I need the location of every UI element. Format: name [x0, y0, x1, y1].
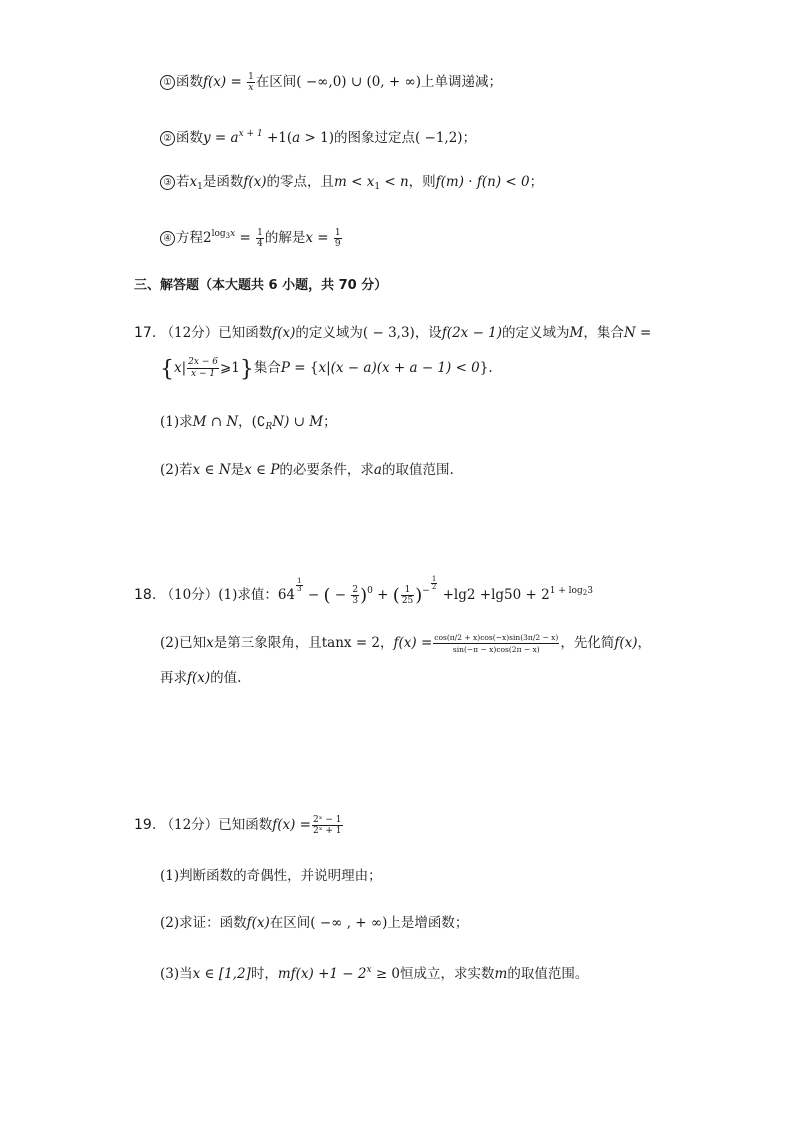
question-18-part-2-cont: 再求f(x)的值.	[160, 670, 242, 686]
fraction: $\frac{1}{x}$	[248, 72, 254, 93]
question-19-part-1: (1)判断函数的奇偶性，并说明理由；	[160, 868, 382, 884]
question-19-part-2: (2)求证：函数f(x)在区间( −∞ , + ∞)上是增函数；	[160, 915, 469, 931]
question-18-part-2: (2)已知x是第三象限角，且tanx = 2，f(x) = $\frac{\cos(\pi/2 + x)\cos(-x)\sin(3\pi/2 - x)}{\sin(-\pi - x)\cos(2\pi - x)}$ ，先化简f(x)，	[160, 633, 651, 654]
fraction: $\frac{1}{4}$	[257, 228, 263, 249]
section-heading: 三、解答题（本大题共 6 小题，共 70 分）	[134, 278, 388, 293]
fraction: $\frac{1}{9}$	[334, 228, 341, 249]
question-number: 19.	[134, 817, 157, 833]
question-17-line-1: 17. （12分）已知函数f(x)的定义域为( − 3,3)，设f(2x − 1)的定义域为M，集合N =	[134, 325, 652, 341]
fraction: $\frac{\cos(\pi/2 + x)\cos(-x)\sin(3\pi/2 - x)}{\sin(-\pi - x)\cos(2\pi - x)}$	[434, 633, 559, 654]
statement-4: ④ 方程$2^{log_3x}$ = $\frac{1}{4}$ 的解是x = $\frac{1}{9}$	[160, 224, 343, 249]
fraction: $\frac{\text{2ˣ − 1}}{\text{2ˣ + 1}}$	[313, 815, 342, 836]
question-19-part-3: (3)当x ∈ [1,2]时，$mf(x) +1 - 2^x \ge 0$恒成立，求实数m的取值范围。	[160, 965, 589, 982]
statement-3: ③ 若$x_1$是函数f(x)的零点，且$m < x_1 < n$，则f(m) · f(n) < 0；	[160, 172, 543, 197]
statement-1: ① 函数f(x) = $\frac{1}{x}$ 在区间( −∞,0) ∪ (0, + ∞)上单调递减；	[160, 72, 502, 93]
question-17-part-2: (2)若x ∈ N是x ∈ P的必要条件，求a的取值范围.	[160, 462, 454, 478]
question-19-line-1: 19. （12分）已知函数f(x) = $\frac{\text{2ˣ − 1}}{\text{2ˣ + 1}}$	[134, 815, 342, 836]
circled-number-3: ③	[160, 175, 175, 190]
circled-number-4: ④	[160, 231, 175, 246]
question-17-line-2: {x| $\frac{2x - 6}{x - 1}$ ⩾1}集合P = {x|(x − a)(x + a − 1) < 0}.	[160, 357, 493, 382]
circled-number-1: ①	[160, 75, 175, 90]
question-number: 18.	[134, 587, 157, 603]
question-18-line-1: 18. （10分）(1)求值：64 $\frac{1}{3}$ − ( − $\frac{2}{3}$ )$^0$ + ( $\frac{1}{25}$ )− $\frac{1}{2}$ $+\lg 2 +\lg 50 + 2^{1 + log_23}$	[134, 575, 593, 606]
fraction: $\frac{2x - 6}{x - 1}$	[188, 357, 218, 379]
question-17-part-1: (1)求M ∩ N，$(∁_RN)$ ∪ M；	[160, 414, 337, 432]
question-number: 17.	[134, 325, 157, 341]
statement-2: ② 函数$y = a^{x + 1} +1(a > 1)$的图象过定点( −1,2)；	[160, 124, 476, 148]
circled-number-2: ②	[160, 131, 175, 146]
